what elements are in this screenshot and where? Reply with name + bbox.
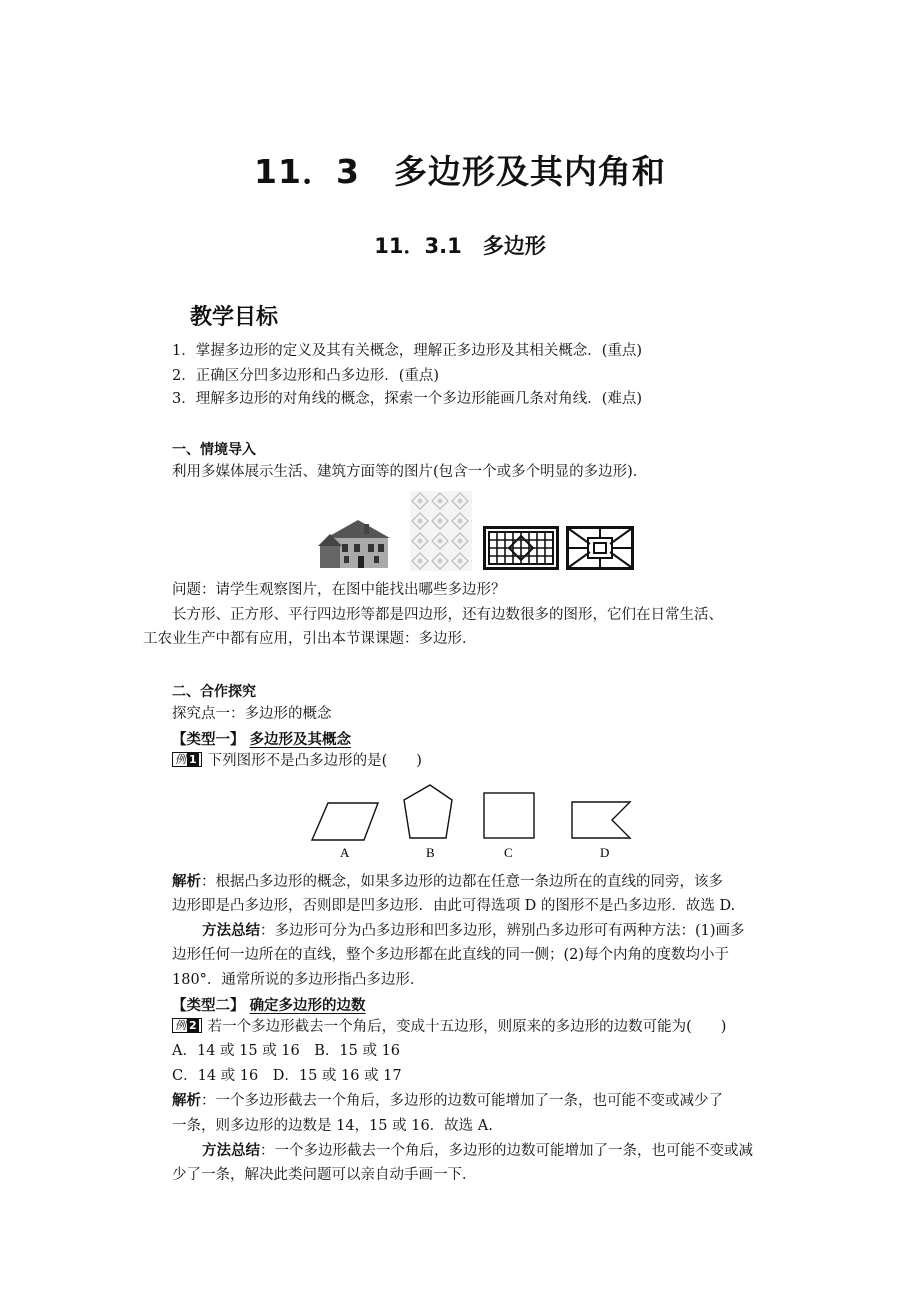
type2-label: 确定多边形的边数 bbox=[249, 998, 366, 1014]
page-title: 11．3 多边形及其内角和 bbox=[254, 152, 666, 191]
example1-badge: 例 1 bbox=[172, 752, 202, 767]
objectives-heading: 教学目标 bbox=[190, 305, 279, 330]
example1-analysis: 解析：根据凸多边形的概念，如果多边形的边都在任意一条边所在的直线的同旁，该多 bbox=[172, 874, 723, 890]
type2-heading bbox=[172, 994, 366, 1015]
example1-method-cont: 边形任何一边所在的直线，整个多边形都在此直线的同一侧；(2)每个内角的度数均小于 bbox=[172, 947, 730, 963]
example1-question: 下列图形不是凸多边形的是( ) bbox=[207, 753, 422, 769]
example2-analysis: 解析：一个多边形截去一个角后，多边形的边数可能增加了一条，也可能不变或减少了 bbox=[172, 1093, 723, 1109]
section1-question: 问题：请学生观察图片，在图中能找出哪些多边形？ bbox=[172, 582, 506, 598]
example2-options-1: A．14 或 15 或 16 B．15 或 16 bbox=[172, 1043, 401, 1059]
shape-a-parallelogram bbox=[312, 803, 378, 840]
section1-answer-cont: 工农业生产中都有应用，引出本节课课题：多边形． bbox=[143, 631, 477, 647]
objective-item: 3．理解多边形的对角线的概念，探索一个多边形能画几条对角线．(难点) bbox=[172, 391, 643, 407]
shape-d-concave bbox=[572, 802, 630, 838]
example1-figures bbox=[300, 778, 650, 862]
example2-badge: 例 2 bbox=[172, 1018, 202, 1033]
objective-item: 1．掌握多边形的定义及其有关概念，理解正多边形及其相关概念．(重点) bbox=[172, 343, 643, 359]
example2-method-cont: 少了一条，解决此类问题可以亲自动手画一下． bbox=[172, 1167, 477, 1183]
type1-bracket: 【类型一】 bbox=[172, 732, 245, 748]
example2-question-line bbox=[172, 1017, 726, 1037]
option-label-b: B bbox=[426, 845, 435, 860]
type1-heading bbox=[172, 728, 351, 749]
section1-heading: 一、情境导入 bbox=[172, 442, 256, 458]
example1-method-cont: 180°．通常所说的多边形指凸多边形． bbox=[172, 972, 425, 988]
example1-method: 方法总结：多边形可分为凸多边形和凹多边形，辨别凸多边形可有两种方法：(1)画多 bbox=[202, 923, 745, 939]
example2-method: 方法总结：一个多边形截去一个角后，多边形的边数可能增加了一条，也可能不变或减 bbox=[202, 1143, 753, 1159]
example1-question-line bbox=[172, 751, 422, 771]
option-label-d: D bbox=[600, 845, 610, 860]
option-label-a: A bbox=[340, 845, 350, 860]
option-label-c: C bbox=[504, 845, 513, 860]
lattice-window-image bbox=[483, 526, 559, 570]
house-image bbox=[318, 518, 398, 570]
exploration-point-1: 探究点一：多边形的概念 bbox=[172, 706, 332, 722]
section1-intro: 利用多媒体展示生活、建筑方面等的图片(包含一个或多个明显的多边形)． bbox=[172, 464, 648, 480]
section-subtitle: 11．3.1 多边形 bbox=[374, 234, 546, 258]
example2-options-2: C．14 或 16 D．15 或 16 或 17 bbox=[172, 1068, 402, 1084]
objective-item: 2．正确区分凹多边形和凸多边形．(重点) bbox=[172, 368, 440, 384]
section2-heading: 二、合作探究 bbox=[172, 684, 256, 700]
example2-analysis-cont: 一条，则多边形的边数是 14，15 或 16．故选 A. bbox=[172, 1118, 493, 1134]
shape-c-square bbox=[484, 793, 534, 838]
tile-pattern-image bbox=[410, 491, 472, 571]
section1-answer: 长方形、正方形、平行四边形等都是四边形，还有边数很多的图形，它们在日常生活、 bbox=[172, 607, 723, 623]
fretwork-window-image bbox=[566, 526, 634, 570]
type2-bracket: 【类型二】 bbox=[172, 998, 245, 1014]
example1-analysis-cont: 边形即是凸多边形，否则即是凹多边形．由此可得选项 D 的图形不是凸多边形．故选 D. bbox=[172, 898, 736, 914]
type1-label: 多边形及其概念 bbox=[249, 732, 352, 748]
example2-question: 若一个多边形截去一个角后，变成十五边形，则原来的多边形的边数可能为( ) bbox=[207, 1019, 727, 1035]
shape-b-pentagon bbox=[404, 785, 452, 838]
